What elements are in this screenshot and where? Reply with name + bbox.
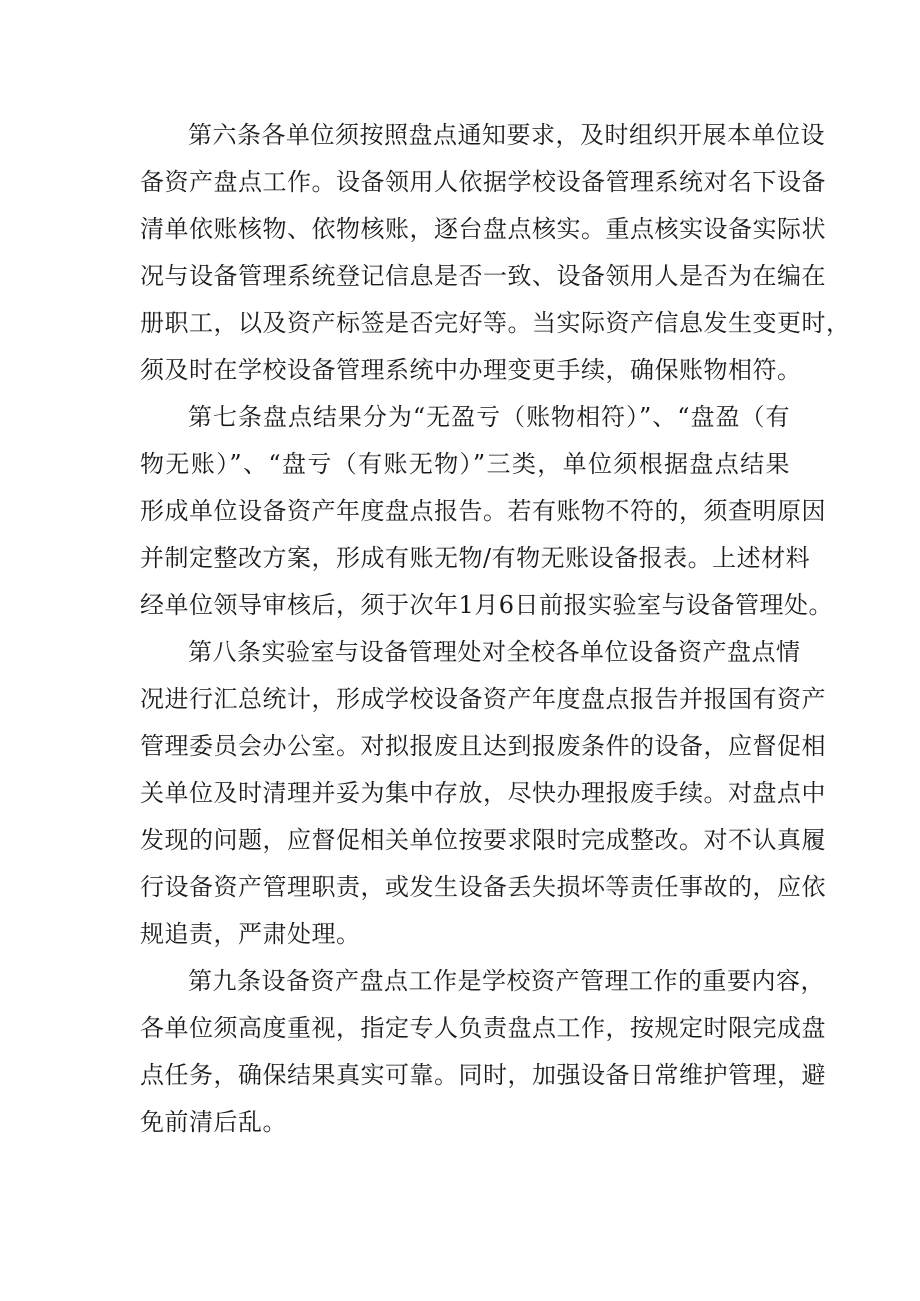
text-line: 发现的问题，应督促相关单位按要求限时完成整改。对不认真履 — [140, 826, 826, 854]
text-line: 清单依账核物、依物核账，逐台盘点核实。重点核实设备实际状 — [140, 215, 826, 243]
text-line: 经单位领导审核后，须于次年1月6日前报实验室与设备管理处。 — [140, 591, 834, 619]
text-line: 况与设备管理系统登记信息是否一致、设备领用人是否为在编在 — [140, 262, 826, 290]
paragraph-article-9 — [140, 958, 826, 1146]
text-line: 第八条实验室与设备管理处对全校各单位设备资产盘点情 — [188, 638, 801, 666]
text-line: 关单位及时清理并妥为集中存放，尽快办理报废手续。对盘点中 — [140, 779, 826, 807]
text-line: 须及时在学校设备管理系统中办理变更手续，确保账物相符。 — [140, 356, 802, 384]
text-line: 各单位须高度重视，指定专人负责盘点工作，按规定时限完成盘 — [140, 1014, 826, 1042]
text-line: 形成单位设备资产年度盘点报告。若有账物不符的，须查明原因 — [140, 497, 826, 525]
text-line: 物无账）”、“盘亏（有账无物）”三类，单位须根据盘点结果 — [140, 450, 790, 478]
paragraph-article-6 — [140, 112, 851, 394]
text-line: 管理委员会办公室。对拟报废且达到报废条件的设备，应督促相 — [140, 732, 826, 760]
text-line: 第七条盘点结果分为“无盈亏（账物相符）”、“盘盈（有 — [188, 403, 790, 431]
document-page — [140, 112, 851, 1146]
text-line: 册职工，以及资产标签是否完好等。当实际资产信息发生变更时， — [140, 309, 851, 337]
text-line: 第六条各单位须按照盘点通知要求，及时组织开展本单位设 — [188, 121, 825, 149]
paragraph-article-7 — [140, 394, 834, 629]
text-line: 备资产盘点工作。设备领用人依据学校设备管理系统对名下设备 — [140, 168, 826, 196]
text-line: 行设备资产管理职责，或发生设备丢失损坏等责任事故的，应依 — [140, 873, 826, 901]
text-line: 点任务，确保结果真实可靠。同时，加强设备日常维护管理，避 — [140, 1061, 826, 1089]
text-line: 第九条设备资产盘点工作是学校资产管理工作的重要内容， — [188, 967, 825, 995]
text-line: 并制定整改方案，形成有账无物/有物无账设备报表。上述材料 — [140, 544, 811, 572]
text-line: 免前清后乱。 — [140, 1108, 287, 1136]
text-line: 规追责，严肃处理。 — [140, 920, 361, 948]
text-line: 况进行汇总统计，形成学校设备资产年度盘点报告并报国有资产 — [140, 685, 826, 713]
paragraph-article-8 — [140, 629, 826, 958]
